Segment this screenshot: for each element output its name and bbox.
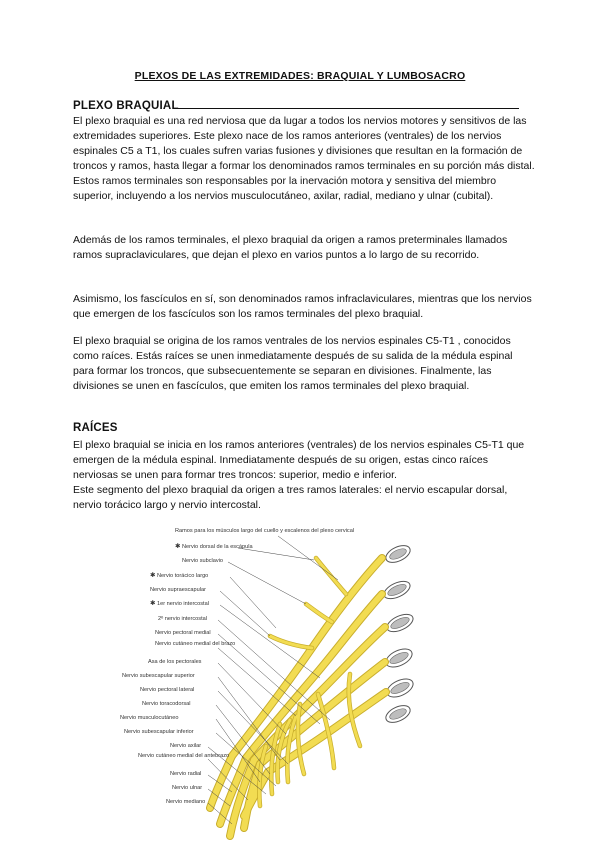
star-icon: ✱	[150, 572, 156, 579]
figure-label: Asa de los pectorales	[148, 659, 202, 665]
vertebrae-sections	[381, 542, 416, 726]
section-heading-plexo-braquial: PLEXO BRAQUIAL	[73, 100, 179, 112]
figure-label: Nervio pectoral medial	[155, 630, 211, 636]
figure-label: Nervio toracodorsal	[142, 701, 191, 707]
paragraph-intro: El plexo braquial es una red nerviosa que da lugar a todos los nervios motores y sensitivos de las extremidades superiores. Este plexo nace de los ramos anteriores (ventrales) de los nervios espinales C5 a T1, los cuales sufren varias fusiones y divisiones que resultan en la formación de troncos y ramos, hasta llegar a formar los denominados ramos terminales en su porción más distal. Estos ramos terminales son responsables por la inervación motora y sensitiva del miembro superior, incluyendo a los nervios musculocutáneo, axilar, radial, mediano y ulnar (cubital).	[73, 115, 535, 202]
figure-label: Nervio pectoral lateral	[140, 687, 195, 693]
figure-label: Nervio subclavio	[182, 558, 224, 564]
figure-label: Nervio torácico largo	[157, 573, 209, 579]
heading-rule	[175, 108, 519, 109]
figure-label: 2º nervio intercostal	[158, 616, 207, 622]
figure-label: Nervio cutáneo medial del brazo	[155, 641, 236, 647]
star-icon: ✱	[175, 543, 181, 550]
paragraph-raices: El plexo braquial se inicia en los ramos anteriores (ventrales) de los nervios espinales C5-T1 que emergen de la médula espinal. Inmediatamente después de su origen, estas cinco raíces nerviosas se unen para formar tres troncos: superior, medio e inferior. Este segmento del plexo braquial da origen a tres ramos laterales: el nervio escapular dorsal, nervio torácico largo y nervio intercostal.	[73, 439, 525, 511]
document-title: PLEXOS DE LAS EXTREMIDADES: BRAQUIAL Y LUMBOSACRO	[134, 70, 466, 82]
brachial-plexus-illustration	[120, 524, 440, 844]
paragraph-preterminales: Además de los ramos terminales, el plexo braquial da origen a ramos preterminales llamados ramos supraclaviculares, que dejan el plexo en varios puntos a lo largo de su recorrido.	[73, 234, 508, 261]
figure-label: Nervio radial	[170, 771, 202, 777]
figure-label: 1er nervio intercostal	[157, 601, 209, 607]
paragraph-fasciculos: Asimismo, los fascículos en sí, son denominados ramos infraclaviculares, mientras que los nervios que emergen de los fascículos son los ramos terminales del plexo braquial.	[73, 293, 532, 320]
figure-label: Nervio dorsal de la escápula	[182, 544, 253, 550]
figure-label: Nervio axilar	[170, 743, 202, 749]
section-heading-raices: RAÍCES	[73, 422, 118, 434]
figure-label: Ramos para los músculos largo del cuello y escalenos del plexo cervical	[175, 528, 355, 534]
figure-label: Nervio supraescapular	[150, 587, 206, 593]
figure-label: Nervio subescapular superior	[122, 673, 195, 679]
figure-label: Nervio subescapular inferior	[124, 729, 194, 735]
star-icon: ✱	[150, 600, 156, 607]
figure-label: Nervio cutáneo medial del antebrazo	[138, 753, 230, 759]
paragraph-origen: El plexo braquial se origina de los ramos ventrales de los nervios espinales C5-T1 , conocidos como raíces. Estás raíces se unen inmediatamente después de su salida de la médula espinal para formar los troncos, que subsecuentemente se separan en divisiones. Finalmente, las divisiones se unen en fascículos, que emiten los ramos terminales del plexo braquial.	[73, 335, 513, 392]
figure-label: Nervio musculocutáneo	[120, 715, 179, 721]
figure-label: Nervio mediano	[166, 799, 206, 805]
figure-label: Nervio ulnar	[172, 785, 203, 791]
